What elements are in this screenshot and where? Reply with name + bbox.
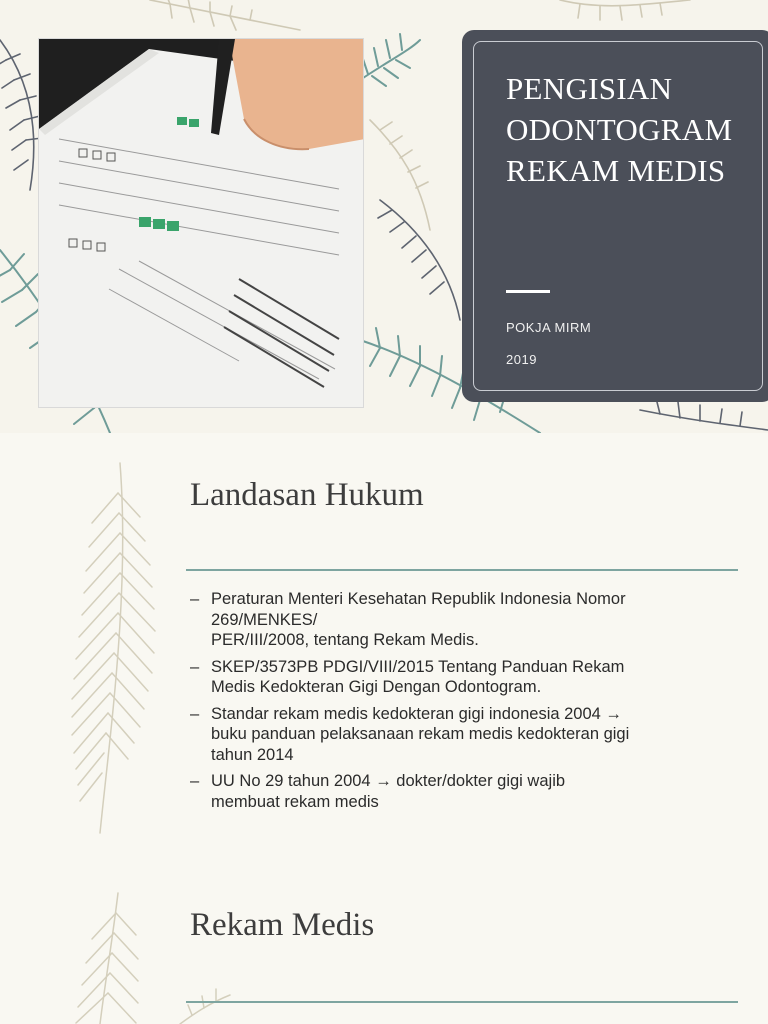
author-text: POKJA MIRM (506, 320, 592, 335)
presentation-title (506, 68, 766, 191)
bullet-marker: – (190, 657, 200, 676)
list-item (190, 589, 720, 651)
slide-heading: Landasan Hukum (190, 477, 424, 513)
feather-decoration (0, 863, 768, 1024)
slide-heading: Rekam Medis (190, 907, 375, 943)
list-item-line: UU No 29 tahun 2004 → dokter/dokter gigi wajib (211, 772, 566, 790)
list-item-line: Medis Kedokteran Gigi Dengan Odontogram. (211, 678, 542, 696)
list-item-line: SKEP/3573PB PDGI/VIII/2015 Tentang Panduan Rekam (211, 657, 625, 676)
title-card (462, 30, 768, 402)
rekam-medis-slide (0, 863, 768, 1024)
title-line: ODONTOGRAM (506, 112, 733, 147)
odontogram-form-illustration (39, 39, 364, 408)
list-item (190, 657, 720, 698)
odontogram-form-photo (38, 38, 364, 408)
list-item-line: Peraturan Menteri Kesehatan Republik Indonesia Nomor (211, 590, 626, 608)
title-line: REKAM MEDIS (506, 153, 726, 188)
title-line: PENGISIAN (506, 71, 673, 106)
bullet-marker: – (190, 704, 200, 723)
list-item-line: PER/III/2008, tentang Rekam Medis. (211, 631, 479, 649)
list-item (190, 704, 720, 766)
legal-basis-list (190, 589, 720, 818)
list-item-line: tahun 2014 (211, 745, 294, 764)
title-divider (506, 290, 550, 293)
heading-rule (186, 569, 738, 571)
bullet-marker: – (190, 590, 200, 608)
year-text: 2019 (506, 352, 537, 367)
list-item-line: buku panduan pelaksanaan rekam medis kedokteran gigi (211, 725, 630, 743)
title-slide (0, 0, 768, 433)
landasan-hukum-slide (0, 433, 768, 863)
list-item-line: 269/MENKES/ (211, 610, 318, 629)
bullet-marker: – (190, 772, 200, 790)
list-item-line: membuat rekam medis (211, 792, 379, 811)
heading-rule (186, 1001, 738, 1003)
list-item-line: Standar rekam medis kedokteran gigi indonesia 2004 → (211, 704, 622, 723)
list-item (190, 771, 720, 812)
